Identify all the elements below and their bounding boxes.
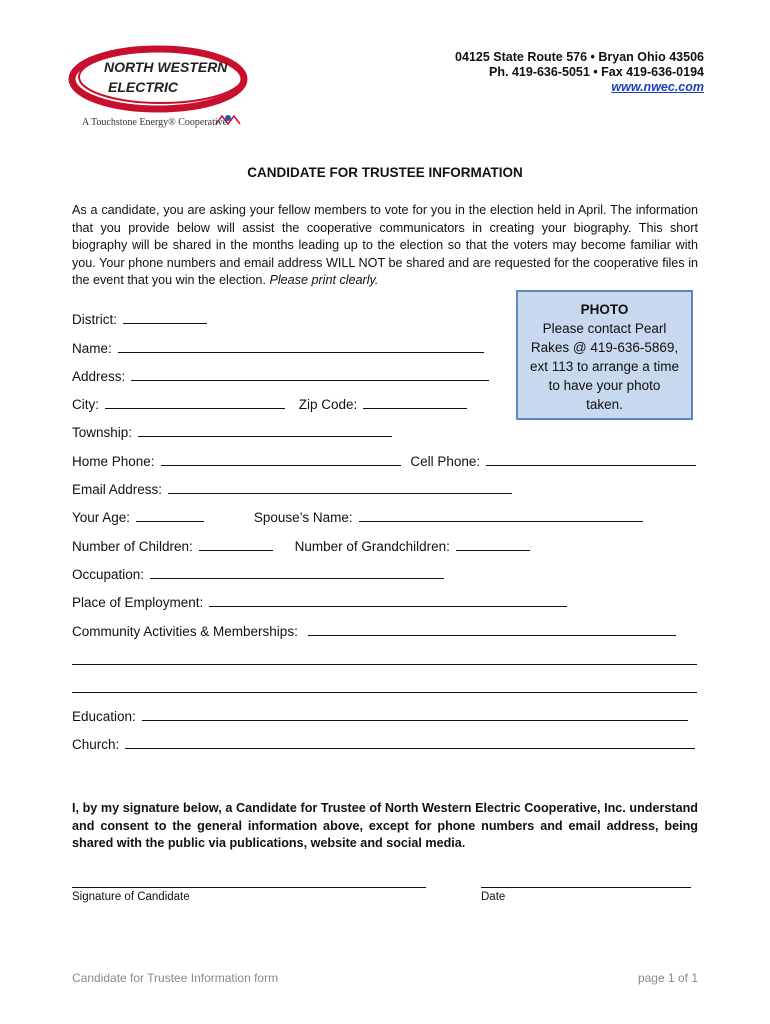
district-field[interactable] <box>123 309 207 324</box>
photo-line: to have your photo <box>548 378 661 393</box>
signature-line[interactable] <box>72 887 426 888</box>
spouse-label: Spouse’s Name: <box>253 510 353 525</box>
company-address <box>455 50 704 95</box>
children-label: Number of Children: <box>72 539 193 554</box>
church-label: Church: <box>72 737 120 752</box>
address-line-street: 04125 State Route 576 • Bryan Ohio 43506 <box>455 50 704 64</box>
cell-phone-label: Cell Phone: <box>410 454 481 469</box>
cell-phone-field[interactable] <box>486 451 696 466</box>
community-field[interactable] <box>308 621 676 636</box>
church-field[interactable] <box>125 734 695 749</box>
community-row <box>72 621 676 639</box>
spouse-field[interactable] <box>359 507 643 522</box>
community-extra-line[interactable] <box>72 664 697 665</box>
company-logo <box>66 44 256 132</box>
logo-tagline: A Touchstone Energy® Cooperative <box>82 117 228 128</box>
church-row <box>72 734 695 752</box>
district-label: District: <box>72 312 117 327</box>
name-label: Name: <box>72 341 112 356</box>
date-label: Date <box>481 891 506 903</box>
community-extra-line[interactable] <box>72 692 697 693</box>
signature-label: Signature of Candidate <box>72 891 190 903</box>
education-field[interactable] <box>142 706 688 721</box>
intro-paragraph <box>72 202 698 290</box>
employment-field[interactable] <box>209 592 567 607</box>
logo-name-line2: ELECTRIC <box>108 79 178 95</box>
address-line-phone: Ph. 419-636-5051 • Fax 419-636-0194 <box>489 65 704 79</box>
community-label: Community Activities & Memberships: <box>72 624 298 639</box>
website-link[interactable]: www.nwec.com <box>611 80 704 94</box>
employment-row <box>72 592 567 610</box>
footer-form-name: Candidate for Trustee Information form <box>72 971 279 985</box>
education-label: Education: <box>72 709 136 724</box>
employment-label: Place of Employment: <box>72 595 204 610</box>
district-row <box>72 309 207 327</box>
name-row <box>72 338 484 356</box>
age-label: Your Age: <box>72 510 131 525</box>
grandchildren-label: Number of Grandchildren: <box>294 539 450 554</box>
age-row <box>72 507 643 525</box>
email-label: Email Address: <box>72 482 163 497</box>
address-row <box>72 366 489 384</box>
address-field[interactable] <box>131 366 489 381</box>
city-label: City: <box>72 397 99 412</box>
page-title: CANDIDATE FOR TRUSTEE INFORMATION <box>247 165 523 180</box>
children-row <box>72 536 530 554</box>
age-field[interactable] <box>136 507 204 522</box>
occupation-field[interactable] <box>150 564 444 579</box>
city-row <box>72 394 467 412</box>
footer-page-number: page 1 of 1 <box>637 971 698 985</box>
intro-emphasis: Please print clearly. <box>269 273 379 288</box>
photo-line: Rakes @ 419-636-5869, <box>530 340 679 355</box>
township-row <box>72 422 392 440</box>
intro-text: As a candidate, you are asking your fellow members to vote for you in the election held in April. The information that you provide below will assist the cooperative communicators in creating your biography. This short biography will be shared in the months leading up to the election so that the voters may become familiar with you. Your phone numbers and email address WILL NOT be shared and are requested for the cooperative files in the event that you win the election. <box>72 203 698 288</box>
children-field[interactable] <box>199 536 273 551</box>
photo-box <box>516 290 693 420</box>
consent-statement: I, by my signature below, a Candidate for Trustee of North Western Electric Cooperative, Inc. understand and consent to the general information above, except for phone numbers and email address, being shared with the public via publications, website and social media. <box>72 801 698 851</box>
home-phone-field[interactable] <box>161 451 401 466</box>
zip-field[interactable] <box>363 394 467 409</box>
township-label: Township: <box>72 425 133 440</box>
address-label: Address: <box>72 369 126 384</box>
home-phone-label: Home Phone: <box>72 454 155 469</box>
email-field[interactable] <box>168 479 512 494</box>
name-field[interactable] <box>118 338 484 353</box>
photo-line: Please contact Pearl <box>542 321 667 336</box>
phone-row <box>72 451 696 469</box>
photo-title: PHOTO <box>580 302 629 317</box>
logo-name-line1: NORTH WESTERN <box>104 59 228 75</box>
occupation-label: Occupation: <box>72 567 145 582</box>
photo-line: ext 113 to arrange a time <box>529 359 680 374</box>
email-row <box>72 479 512 497</box>
date-line[interactable] <box>481 887 691 888</box>
township-field[interactable] <box>138 422 392 437</box>
grandchildren-field[interactable] <box>456 536 530 551</box>
occupation-row <box>72 564 444 582</box>
education-row <box>72 706 688 724</box>
city-field[interactable] <box>105 394 285 409</box>
zip-label: Zip Code: <box>298 397 358 412</box>
photo-line: taken. <box>586 397 623 412</box>
